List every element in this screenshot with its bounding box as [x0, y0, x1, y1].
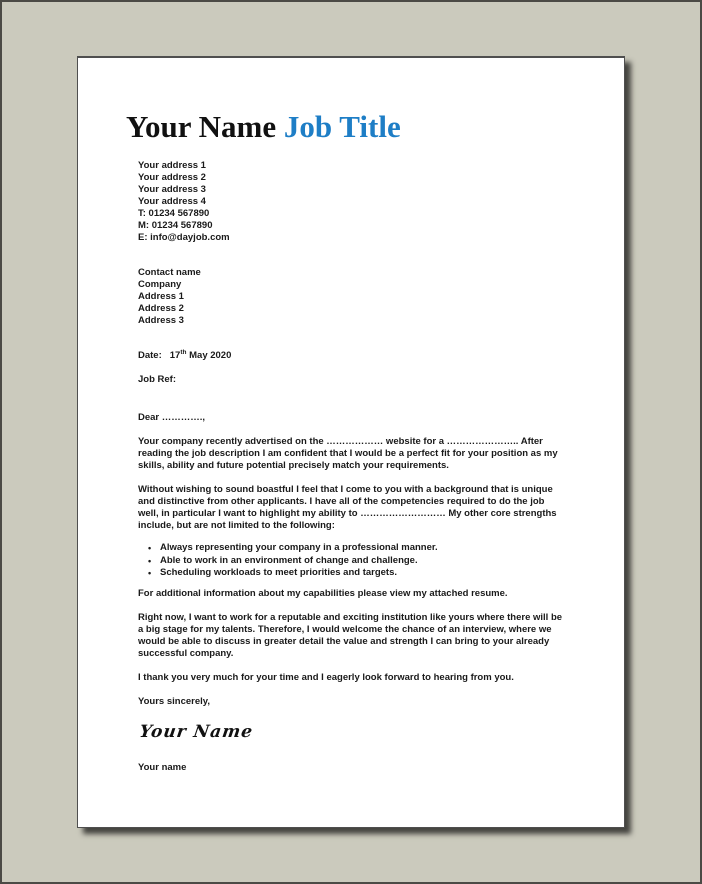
- recipient-contact-name: Contact name: [138, 267, 201, 278]
- salutation: Dear ………….,: [138, 412, 206, 424]
- recipient-address-line: Address 1: [138, 291, 184, 302]
- paragraph-interview: Right now, I want to work for a reputable and exciting institution like yours where there will be a big stage for my talents. Therefore, I would welcome the chance of an interview, where we would be able to discuss in greater detail the value and strength I can bring to your already successful company.: [138, 611, 563, 659]
- bullet-item-text: Able to work in an environment of change and challenge.: [160, 554, 418, 566]
- sender-address-line: Your address 2: [138, 172, 206, 183]
- date-day: 17: [169, 350, 181, 362]
- bullet-item-text: Always representing your company in a professional manner.: [160, 542, 438, 554]
- date-month-year: May 2020: [186, 350, 232, 362]
- closing-line: Yours sincerely,: [138, 695, 210, 707]
- letter-header-title: [126, 108, 566, 146]
- sender-phone-line: T: 01234 567890: [138, 208, 210, 219]
- letter-document: [77, 56, 625, 828]
- sender-mobile-line: M: 01234 567890: [138, 220, 213, 231]
- recipient-address-block: [138, 267, 566, 327]
- paragraph-thanks: I thank you very much for your time and I eagerly look forward to hearing from you.: [138, 671, 514, 683]
- bullet-item: [148, 555, 566, 568]
- paragraph-strengths: Without wishing to sound boastful I feel that I come to you with a background that is unique and distinctive from other applicants. I have all of the competencies required to do the job well, in particular I want to highlight my ability to ……………………… My other core strengths include, but are not limited to the following:: [138, 484, 557, 532]
- bullet-item: [148, 567, 566, 580]
- recipient-address-line: Address 2: [138, 303, 184, 314]
- bullet-icon: •: [148, 568, 152, 579]
- sender-address-line: Your address 4: [138, 196, 206, 207]
- applicant-name-heading: Your Name: [126, 109, 277, 144]
- date-label: Date:: [138, 350, 162, 362]
- bullet-icon: •: [148, 555, 152, 566]
- date-line: [138, 347, 566, 362]
- handwritten-signature: Your Name: [138, 721, 255, 742]
- recipient-address-line: Address 3: [138, 315, 184, 326]
- paragraph-intro: Your company recently advertised on the ……………… website for a ………………….. After reading the job description I am confident that I would be a perfect fit for your position as my skills, ability and future potential precisely match your requirements.: [138, 436, 558, 472]
- sender-address-block: [138, 160, 566, 244]
- bullet-item-text: Scheduling workloads to meet priorities and targets.: [160, 567, 398, 579]
- recipient-company: Company: [138, 279, 182, 290]
- paragraph-resume: For additional information about my capabilities please view my attached resume.: [138, 587, 508, 599]
- date-ordinal-suffix: th: [180, 349, 187, 356]
- bullet-item: [148, 542, 566, 555]
- strengths-bullet-list: [138, 542, 566, 580]
- typed-name: Your name: [138, 761, 187, 773]
- job-title-heading: Job Title: [283, 109, 401, 144]
- sender-address-line: Your address 3: [138, 184, 206, 195]
- sender-address-line: Your address 1: [138, 160, 206, 171]
- job-ref-line: Job Ref:: [138, 374, 176, 386]
- sender-email-line: E: info@dayjob.com: [138, 232, 230, 243]
- bullet-icon: •: [148, 543, 152, 554]
- document-content: [78, 58, 624, 774]
